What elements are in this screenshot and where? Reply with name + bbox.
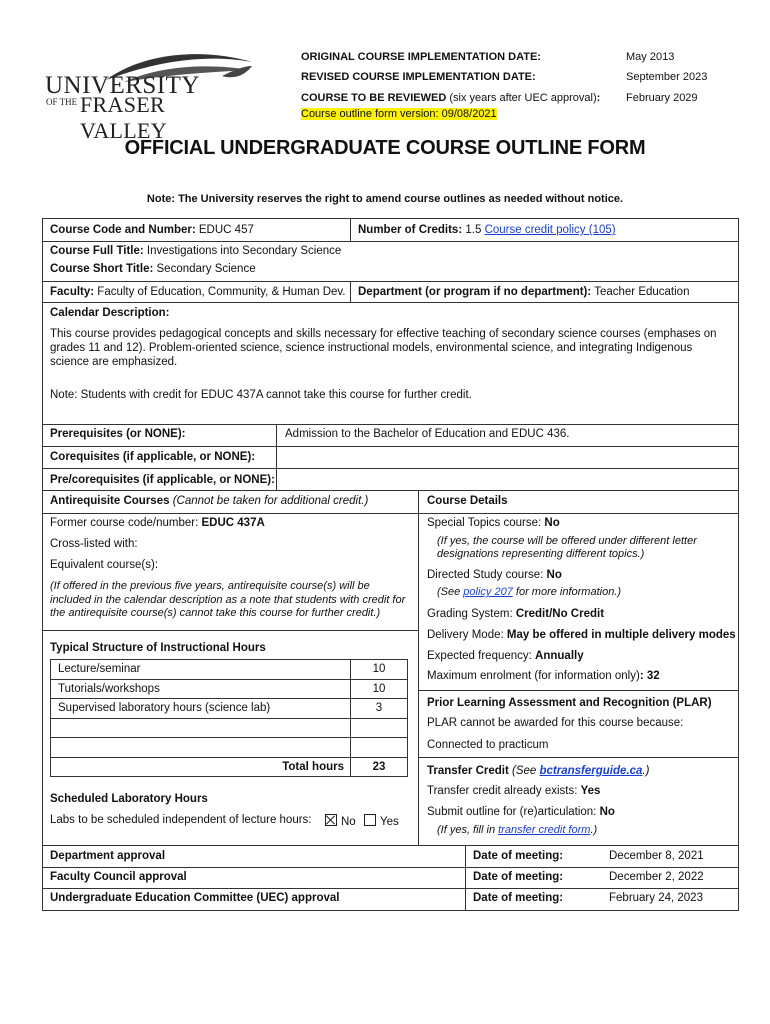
approval-date-label: Date of meeting: [473, 871, 564, 883]
revised-date-value: September 2023 [626, 71, 708, 83]
faculty-field: Faculty: Faculty of Education, Community, & Human Dev. [50, 286, 346, 298]
hours-row-value: 10 [372, 663, 386, 675]
directed-study-note: (See policy 207 for more information.) [437, 586, 622, 598]
short-title-field: Course Short Title: Secondary Science [50, 263, 256, 275]
transfer-exists-field: Transfer credit already exists: Yes [427, 785, 601, 797]
full-title-field: Course Full Title: Investigations into Secondary Science [50, 245, 342, 257]
review-date-label: COURSE TO BE REVIEWED (six years after UEC approval): [301, 92, 601, 104]
plar-title: Prior Learning Assessment and Recognition (PLAR) [427, 697, 712, 709]
lab-question: Labs to be scheduled independent of lecture hours: [50, 814, 312, 826]
total-hours-value: 23 [372, 761, 386, 773]
amend-note: Note: The University reserves the right to amend course outlines as needed without notice. [146, 193, 624, 205]
former-code-field: Former course code/number: EDUC 437A [50, 517, 265, 529]
rearticulation-field: Submit outline for (re)articulation: No [427, 806, 615, 818]
rearticulation-note: (If yes, fill in transfer credit form.) [437, 824, 598, 836]
equivalent-field: Equivalent course(s): [50, 559, 159, 571]
course-code-field: Course Code and Number: EDUC 457 [50, 224, 254, 236]
university-logo [44, 50, 244, 143]
hours-row-value: 10 [372, 683, 386, 695]
transfer-form-link[interactable]: transfer credit form [498, 824, 591, 836]
hours-row-label: Supervised laboratory hours (science lab) [58, 702, 271, 714]
hours-title: Typical Structure of Instructional Hours [50, 642, 266, 654]
calendar-description: This course provides pedagogical concepts and skills necessary for effective teaching of secondary science courses (emphases on grades 11 and 12). Problem-oriented science, science instructional models, environmental science, and integrating Indigenous science are emphasized. [50, 328, 717, 368]
plar-reason: Connected to practicum [427, 739, 549, 751]
credit-policy-link[interactable]: Course credit policy (105) [484, 224, 616, 236]
checkbox-icon[interactable] [364, 814, 376, 826]
crosslisted-field: Cross-listed with: [50, 538, 138, 550]
original-date-value: May 2013 [626, 51, 675, 63]
coreq-label: Corequisites (if applicable, or NONE): [50, 451, 256, 463]
calendar-note: Note: Students with credit for EDUC 437A cannot take this course for further credit. [50, 389, 472, 401]
delivery-field: Delivery Mode: May be offered in multiple delivery modes [427, 629, 736, 641]
frequency-field: Expected frequency: Annually [427, 650, 584, 662]
approval-date-label: Date of meeting: [473, 850, 564, 862]
department-field: Department (or program if no department): Teacher Education [358, 286, 690, 298]
review-date-value: February 2029 [626, 92, 698, 104]
credits-field: Number of Credits: 1.5 Course credit policy (105) [358, 224, 616, 236]
prereq-label: Prerequisites (or NONE): [50, 428, 186, 440]
max-enrolment-field: Maximum enrolment (for information only): 32 [427, 670, 660, 682]
hours-row-value: 3 [375, 702, 383, 714]
hours-row-label: Tutorials/workshops [58, 683, 160, 695]
transfer-credit-field: Transfer Credit (See bctransferguide.ca.) [427, 765, 650, 777]
antireq-field: Antirequisite Courses (Cannot be taken for additional credit.) [50, 495, 369, 507]
approval-date: February 24, 2023 [609, 892, 703, 904]
directed-study-field: Directed Study course: No [427, 569, 562, 581]
original-date-label: ORIGINAL COURSE IMPLEMENTATION DATE: [301, 51, 541, 63]
lab-yes-option[interactable]: Yes [364, 814, 399, 828]
total-hours-label: Total hours [282, 761, 344, 773]
precoreq-label: Pre/corequisites (if applicable, or NONE): [50, 474, 275, 486]
calendar-label: Calendar Description: [50, 307, 170, 319]
approval-label: Faculty Council approval [50, 871, 187, 883]
revised-date-label: REVISED COURSE IMPLEMENTATION DATE: [301, 71, 536, 83]
checked-box-icon[interactable] [325, 814, 337, 826]
approval-date-label: Date of meeting: [473, 892, 564, 904]
details-title: Course Details [427, 495, 508, 507]
form-version: Course outline form version: 09/08/2021 [301, 108, 497, 120]
policy-207-link[interactable]: policy 207 [463, 586, 513, 598]
bctransferguide-link[interactable]: bctransferguide.ca [539, 765, 643, 777]
logo-fraser-valley: FRASER VALLEY [80, 92, 167, 143]
page-title: OFFICIAL UNDERGRADUATE COURSE OUTLINE FORM [124, 137, 646, 159]
logo-university: UNIVERSITY [45, 72, 200, 99]
approval-date: December 2, 2022 [609, 871, 704, 883]
special-topics-field: Special Topics course: No [427, 517, 560, 529]
special-topics-note: (If yes, the course will be offered under different letter designations representing different topics.) [437, 535, 697, 560]
approval-label: Department approval [50, 850, 166, 862]
antireq-explanation: (If offered in the previous five years, antirequisite course(s) will be included in the calendar description as a note that students with credit for the antirequisite course(s) cannot take this course for further credit.) [50, 580, 406, 619]
lab-no-option[interactable]: No [325, 814, 356, 828]
plar-text: PLAR cannot be awarded for this course because: [427, 717, 684, 729]
lab-title: Scheduled Laboratory Hours [50, 793, 208, 805]
logo-of-the: OF THE [46, 97, 78, 107]
hours-row-label: Lecture/seminar [58, 663, 141, 675]
grading-field: Grading System: Credit/No Credit [427, 608, 605, 620]
prereq-value: Admission to the Bachelor of Education and EDUC 436. [285, 428, 570, 440]
approval-date: December 8, 2021 [609, 850, 704, 862]
approval-label: Undergraduate Education Committee (UEC) approval [50, 892, 340, 904]
